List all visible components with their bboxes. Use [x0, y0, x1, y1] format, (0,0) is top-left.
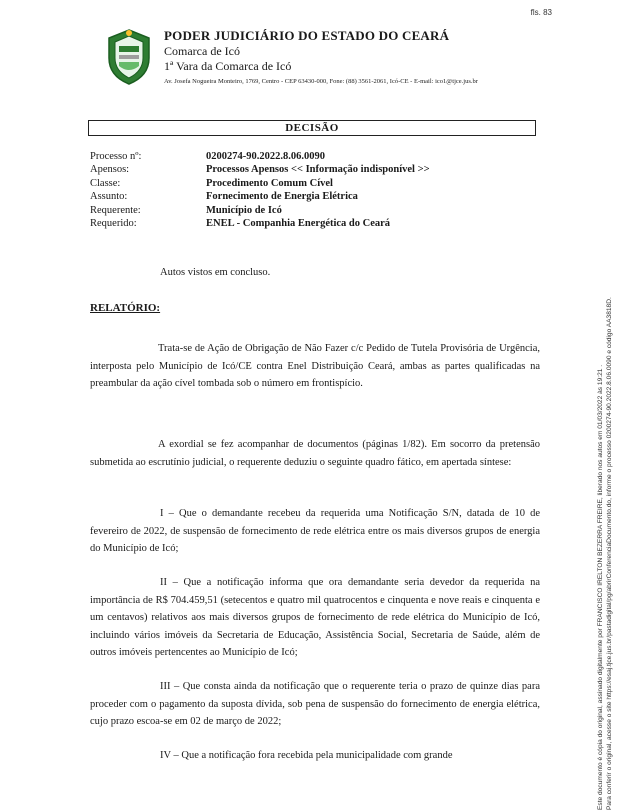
- info-row: [90, 150, 540, 163]
- info-row: [90, 217, 540, 230]
- info-value: Município de Icó: [206, 204, 282, 216]
- item-ii: II – Que a notificação informa que ora demandante seria devedor da requerida na importância de R$ 704.459,51 (setecentos e quatro mil quatrocentos e cinquenta e nove reais e cinquenta e um centavos) relativos aos mais diversos grupos de fornecimento de rede elétrica do Município de Icó, incluindo vários imóveis da Secretaria de Educação, Assistência Social, Secretaria de Saúde, além de outros imóveis pertencentes ao Município de Icó;: [90, 577, 540, 658]
- paragraph-intro: Trata-se de Ação de Obrigação de Não Fazer c/c Pedido de Tutela Provisória de Urgência, interposta pelo Município de Icó/CE contra Enel Distribuição Ceará, ambas as partes qualificadas na preambular da ação cível tombada sob o número em frontispício.: [90, 343, 540, 389]
- comarca-name: Comarca de Icó: [164, 44, 240, 58]
- document-header: [164, 28, 544, 86]
- info-row: [90, 190, 540, 203]
- info-key: Requerido:: [90, 217, 137, 229]
- paragraph-exordial: A exordial se fez acompanhar de documentos (páginas 1/82). Em socorro da pretensão submetida ao escrutínio judicial, o requerente deduziu o seguinte quadro fático, em apertada síntese:: [90, 439, 540, 468]
- court-title: PODER JUDICIÁRIO DO ESTADO DO CEARÁ: [164, 28, 450, 43]
- info-value: 0200274-90.2022.8.06.0090: [206, 151, 325, 162]
- signature-line: Este documento é cópia do original, assinado digitalmente por FRANCISCO IRELTON BEZERRA FREIRE, liberado nos autos em 01/03/2022 às 19:21 .: [597, 364, 604, 810]
- info-key: Apensos:: [90, 164, 130, 176]
- info-key: Assunto:: [90, 191, 128, 203]
- autos-line: Autos vistos em concluso.: [160, 267, 271, 278]
- digital-signature-note: [570, 120, 613, 810]
- info-value: Procedimento Comum Cível: [206, 177, 333, 189]
- info-value: Processos Apensos << Informação indisponível >>: [206, 164, 430, 176]
- info-key: Classe:: [90, 177, 121, 189]
- info-row: [90, 204, 540, 217]
- ceara-crest-icon: [104, 28, 154, 86]
- info-key: Processo nº:: [90, 151, 142, 162]
- verification-line: Para conferir o original, acesse o site https://esaj.tjce.jus.br/pastadigital/pg/abrirConferenciaDocumento.do, informe o processo 0200274-90.2022.8.06.0090 e código AA3818D.: [606, 297, 613, 810]
- info-value: Fornecimento de Energia Elétrica: [206, 191, 358, 203]
- folio-number: fls. 83: [530, 8, 552, 17]
- info-row: [90, 163, 540, 176]
- item-i: I – Que o demandante recebeu da requerida uma Notificação S/N, datada de 10 de fevereiro de 2022, de suspensão de fornecimento de rede elétrica entre os mais diversos grupos de energia do Município de Icó;: [90, 508, 540, 554]
- item-iv: IV – Que a notificação fora recebida pela municipalidade com grande: [160, 750, 453, 761]
- court-address: Av. Josefa Nogueira Monteiro, 1769, Centro - CEP 63430-000, Fone: (88) 3561-2061, Icó-CE - E-mail: ico1@tjce.jus.br: [164, 78, 478, 85]
- info-key: Requerente:: [90, 204, 141, 216]
- case-info-table: [90, 150, 540, 230]
- vara-name: 1ª Vara da Comarca de Icó: [164, 59, 292, 73]
- relatorio-heading: RELATÓRIO:: [90, 302, 161, 314]
- item-iii: III – Que consta ainda da notificação que o requerente teria o prazo de quinze dias para proceder com o pagamento da suposta dívida, sob pena de suspensão do fornecimento de energia elétrica, cujo prazo escoa-se em 02 de março de 2022;: [90, 681, 540, 727]
- info-value: ENEL - Companhia Energética do Ceará: [206, 217, 391, 229]
- info-row: [90, 177, 540, 190]
- decision-title-box: DECISÃO: [88, 120, 536, 136]
